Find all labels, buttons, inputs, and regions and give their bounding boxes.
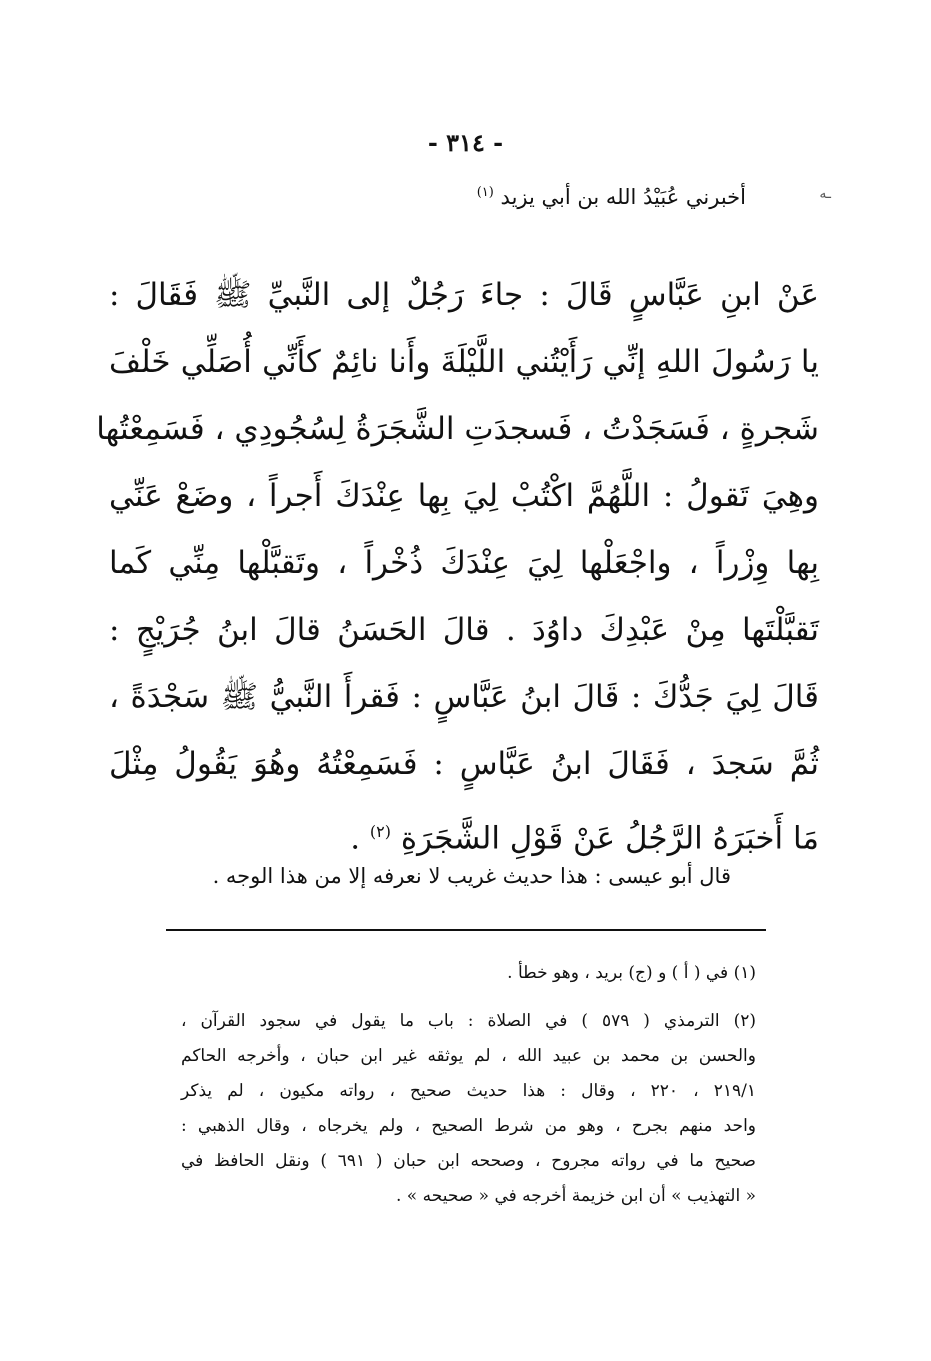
hadith-line: عَنْ ابنِ عَبَّاسٍ قَالَ : جاءَ رَجُلٌ إلى النَّبيِّ ﷺ فَقَالَ : bbox=[109, 277, 819, 313]
footnote-2-line: والحسن بن محمد بن عبيد الله ، لم يوثقه غير ابن حبان ، وأخرجه الحاكم bbox=[181, 1046, 756, 1066]
hadith-text bbox=[96, 262, 819, 865]
page-number: - ٣١٤ - bbox=[427, 128, 504, 157]
hadith-end-mark: . bbox=[350, 820, 361, 857]
footnote-2-line: ٢١٩/١ ، ٢٢٠ ، وقال : هذا حديث صحيح ، رواته مكيون ، لم يذكر bbox=[181, 1081, 756, 1101]
chain-of-narration bbox=[477, 185, 746, 209]
footnote-divider bbox=[166, 929, 766, 931]
margin-mark: ـه bbox=[819, 186, 831, 202]
footnote-2-line: (٢) الترمذي ( ٥٧٩ ) في الصلاة : باب ما يقول في سجود القرآن ، bbox=[181, 1011, 756, 1031]
footnote-2-line: واحد منهم بجرح ، وهو من شرط الصحيح ، ولم يخرجاه ، وقال الذهبي : bbox=[181, 1116, 756, 1136]
hadith-line: شَجرةٍ ، فَسَجَدْتُ ، فَسجدَتِ الشَّجَرَةُ لِسُجُودِي ، فَسَمِعْتُها bbox=[96, 411, 819, 447]
footnote-2 bbox=[181, 1003, 756, 1213]
hadith-line-last bbox=[109, 798, 819, 865]
footnote-2-line: صحيح ما في رواته مجروح ، وصححه ابن حبان ( ٦٩١ ) ونقل الحافظ في bbox=[181, 1151, 756, 1171]
footnote-1: (١) في ( أ ) و (ج) بريد ، وهو خطأ . bbox=[507, 963, 756, 983]
hadith-line: وهِيَ تَقولُ : اللَّهُمَّ اكْتُبْ لِيَ بِها عِنْدَكَ أَجراً ، وضَعْ عَنِّي bbox=[109, 478, 819, 514]
hadith-line: قَالَ لِيَ جَدُّكَ : قَالَ ابنُ عَبَّاسٍ : فَقرأَ النَّبيُّ ﷺ سَجْدَةً ، bbox=[109, 679, 819, 715]
footnote-2-line: « التهذيب » أن ابن خزيمة أخرجه في « صحيحه » . bbox=[396, 1186, 756, 1206]
hadith-line: ثُمَّ سَجدَ ، فَقَالَ ابنُ عَبَّاسٍ : فَسَمِعْتُهُ وهُوَ يَقُولُ مِثْلَ bbox=[109, 746, 819, 782]
tirmidhi-remark: قال أبو عيسى : هذا حديث غريب لا نعرفه إلا من هذا الوجه . bbox=[212, 864, 731, 888]
hadith-line: تَقبَّلْتَها مِنْ عَبْدِكَ داوُدَ . قالَ الحَسَنُ قالَ ابنُ جُرَيْجٍ : bbox=[109, 612, 819, 648]
footnote-ref-2: (٢) bbox=[369, 822, 392, 841]
footnotes bbox=[181, 955, 756, 1213]
chain-text: أخبرني عُبَيْدُ الله بن أبي يزيد bbox=[500, 185, 746, 209]
hadith-line-text: مَا أَخبَرَهُ الرَّجُلُ عَنْ قَوْلِ الشَّجَرَةِ bbox=[400, 820, 819, 857]
hadith-line: بِها وِزْراً ، واجْعَلْها لِيَ عِنْدَكَ ذُخْراً ، وتَقبَّلْها مِنِّي كَما bbox=[109, 545, 819, 581]
footnote-ref-1: (١) bbox=[476, 185, 494, 200]
hadith-line: يا رَسُولَ اللهِ إنِّي رَأَيْتُني اللَّيْلَةَ وأَنا نائِمٌ كأَنِّي أُصَلِّي خَلْفَ bbox=[109, 344, 819, 380]
